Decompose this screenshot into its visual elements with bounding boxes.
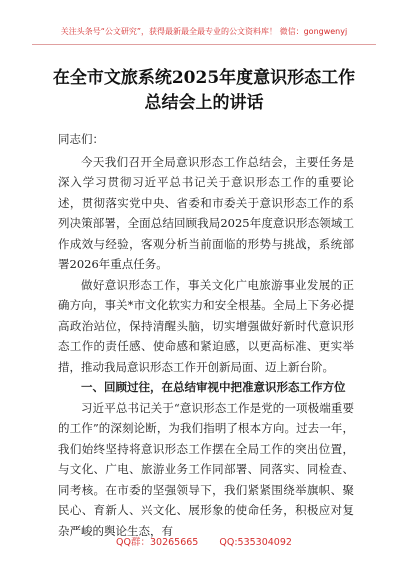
document-body [58,129,354,541]
body-paragraph-1: 今天我们召开全局意识形态工作总结会，主要任务是深入学习贯彻习近平总书记关于意识形态工作的重要论述，贯彻落实党中央、省委和市委关于意识形态工作的系列决策部署，全面总结回顾我局2025年度意识形态领域工作成效与经验，客观分析当前面临的形势与挑战，系统部署2026年重点任务。 [58,154,354,271]
section-1-paragraph-1: 习近平总书记关于“意识形态工作是党的一项极端重要的工作”的深刻论断，为我们指明了根本方向。过去一年，我们始终坚持将意识形态工作摆在全局工作的突出位置，与文化、广电、旅游业务工作同部署、同落实、同检查、同考核。在市委的坚强领导下，我们紧紧围绕举旗帜、聚民心、育新人、兴文化、展形象的使命任务，积极应对复杂严峻的舆论生态，有 [58,400,354,538]
qq-number-text: QQ:535304092 [219,537,292,548]
top-banner: 关注头条号“公文研究”，获得最新最全最专业的公文资料库！ 微信：gongwenyj [60,27,348,36]
body-paragraph-2: 做好意识形态工作，事关文化广电旅游事业发展的正确方向，事关*市文化软实力和安全根基。全局上下务必提高政治站位，保持清醒头脑，切实增强做好新时代意识形态工作的责任感、使命感和紧迫感，以更高标准、更实举措，推动我局意识形态工作开创新局面、迈上新台阶。 [58,277,354,374]
qq-group-text: QQ群：30265665 [116,537,199,548]
section-heading-1: 一、回顾过往，在总结审视中把准意识形态工作方位 [81,380,346,394]
salutation: 同志们： [58,132,104,146]
title-line-1: 在全市文旅系统2025年度意识形态工作 [52,68,356,88]
title-line-2: 总结会上的讲话 [144,93,264,113]
document-title [0,66,408,116]
header-divider [32,44,376,45]
footer-contact [0,534,408,548]
